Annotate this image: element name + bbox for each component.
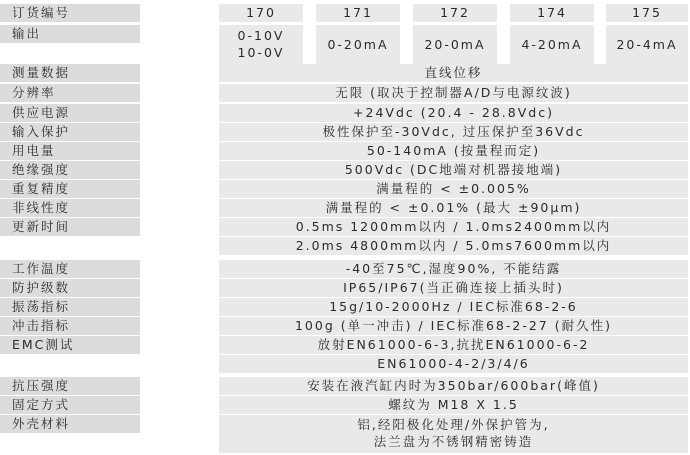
spec-value-mounting: 螺纹为 M18 X 1.5 — [219, 396, 688, 414]
output-172: 20-0mA — [413, 25, 497, 65]
spec-value-vibration: 15g/10-2000Hz / IEC标准68-2-6 — [219, 298, 688, 316]
spec-value-resolution: 无限 (取决于控制器A/D与电源纹波) — [219, 84, 688, 102]
spec-label-nonlinearity: 非线性度 — [0, 199, 140, 217]
model-174: 174 — [510, 4, 594, 22]
spec-value-nonlinearity: 满量程的 < ±0.01% (最大 ±90μm) — [219, 199, 688, 217]
spec-label-mounting: 固定方式 — [0, 396, 140, 414]
spec-label-pressure: 抗压强度 — [0, 377, 140, 395]
spec-label-protection-class: 防护级数 — [0, 279, 140, 297]
output-175: 20-4mA — [606, 25, 688, 65]
spec-label-current-draw: 用电量 — [0, 142, 140, 160]
spec-label-input-protection: 输入保护 — [0, 123, 140, 141]
output-170-line1: 0-10V — [237, 28, 285, 44]
spec-label-dielectric: 绝缘强度 — [0, 161, 140, 179]
spec-value-housing-line2: 法兰盘为不锈钢精密铸造 — [373, 434, 534, 449]
spec-value-protection-class: IP65/IP67(当正确连接上插头时) — [219, 279, 688, 297]
output-label: 输出 — [0, 25, 140, 43]
order-number-label: 订货编号 — [0, 4, 140, 22]
spec-label-emc: EMC测试 — [0, 336, 140, 354]
spec-label-housing: 外壳材料 — [0, 415, 140, 433]
spec-value-emc-1: 放射EN61000-6-3,抗扰EN61000-6-2 — [219, 336, 688, 354]
output-170 — [219, 25, 303, 65]
spec-value-update-time-1: 0.5ms 1200mm以内 / 1.0ms2400mm以内 — [219, 218, 688, 236]
output-171: 0-20mA — [316, 25, 400, 65]
spec-value-update-time-2: 2.0ms 4800mm以内 / 5.0ms7600mm以内 — [219, 237, 688, 255]
spec-label-vibration: 振荡指标 — [0, 298, 140, 316]
spec-value-measurement: 直线位移 — [219, 64, 688, 82]
output-174: 4-20mA — [510, 25, 594, 65]
spec-value-operating-temp: -40至75℃,湿度90%, 不能结露 — [219, 260, 688, 278]
spec-label-shock: 冲击指标 — [0, 317, 140, 335]
spec-label-power-supply: 供应电源 — [0, 104, 140, 122]
model-175: 175 — [606, 4, 688, 22]
spec-label-repeatability: 重复精度 — [0, 180, 140, 198]
spec-value-repeatability: 满量程的 < ±0.005% — [219, 180, 688, 198]
spec-label-update-time: 更新时间 — [0, 218, 140, 236]
spec-label-resolution: 分辨率 — [0, 84, 140, 102]
spec-value-housing-line1: 铝,经阳极化处理/外保护管为, — [357, 417, 550, 433]
output-170-line2: 10-0V — [237, 45, 285, 60]
spec-value-pressure: 安装在液汽缸内时为350bar/600bar(峰值) — [219, 377, 688, 395]
spec-value-shock: 100g (单一冲击) / IEC标准68-2-27 (耐久性) — [219, 317, 688, 335]
spec-label-measurement: 测量数据 — [0, 64, 140, 82]
model-171: 171 — [316, 4, 400, 22]
spec-label-operating-temp: 工作温度 — [0, 260, 140, 278]
model-172: 172 — [413, 4, 497, 22]
model-170: 170 — [219, 4, 303, 22]
spec-value-dielectric: 500Vdc (DC地端对机器接地端) — [219, 161, 688, 179]
spec-value-current-draw: 50-140mA (按量程而定) — [219, 142, 688, 160]
spec-value-power-supply: +24Vdc (20.4 - 28.8Vdc) — [219, 104, 688, 122]
spec-value-input-protection: 极性保护至-30Vdc, 过压保护至36Vdc — [219, 123, 688, 141]
spec-value-emc-2: EN61000-4-2/3/4/6 — [219, 355, 688, 373]
spec-value-housing — [219, 415, 688, 453]
